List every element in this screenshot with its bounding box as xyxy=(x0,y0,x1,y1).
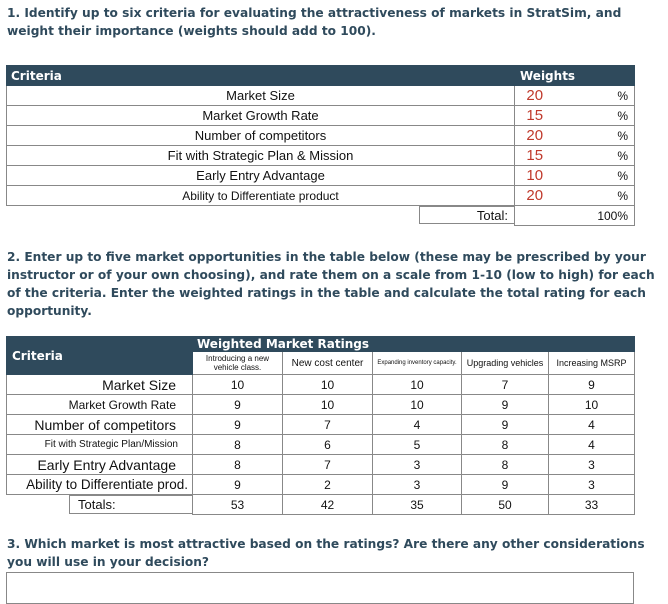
rating-cell[interactable]: 10 xyxy=(283,375,373,395)
weight-input[interactable]: 20 xyxy=(515,86,555,106)
rating-cell[interactable]: 4 xyxy=(373,415,462,435)
totals-row xyxy=(7,495,635,515)
criterion-cell: Ability to Differentiate product xyxy=(7,186,515,206)
criterion-cell: Early Entry Advantage xyxy=(7,455,193,475)
weight-input[interactable]: 20 xyxy=(515,186,555,206)
table-row xyxy=(7,146,635,166)
criterion-cell: Ability to Differentiate prod. xyxy=(7,475,193,495)
criterion-cell: Market Size xyxy=(7,375,193,395)
rating-cell[interactable]: 8 xyxy=(193,455,283,475)
total-cell: 42 xyxy=(283,495,373,515)
weight-input[interactable]: 15 xyxy=(515,146,555,166)
total-cell: 53 xyxy=(193,495,283,515)
table-row xyxy=(7,435,635,455)
rating-cell[interactable]: 10 xyxy=(373,375,462,395)
rating-cell[interactable]: 8 xyxy=(193,435,283,455)
total-cell: 50 xyxy=(462,495,549,515)
opportunity-header: Expanding inventory capacity. xyxy=(373,352,462,375)
rating-cell[interactable]: 2 xyxy=(283,475,373,495)
answer-box[interactable] xyxy=(6,572,634,604)
rating-cell[interactable]: 5 xyxy=(373,435,462,455)
weights-header: Weights xyxy=(515,66,635,86)
question-1: 1. Identify up to six criteria for evaluating the attractiveness of markets in StratSim, and weight their importance (weights should add to 100). xyxy=(7,6,622,38)
criterion-cell: Early Entry Advantage xyxy=(7,166,515,186)
criterion-cell: Market Growth Rate xyxy=(7,106,515,126)
weight-input[interactable]: 15 xyxy=(515,106,555,126)
criteria-header: Criteria xyxy=(7,337,193,375)
rating-cell[interactable]: 6 xyxy=(283,435,373,455)
criterion-cell: Number of competitors xyxy=(7,126,515,146)
rating-cell[interactable]: 9 xyxy=(462,415,549,435)
percent-sign: % xyxy=(555,86,635,106)
question-2: 2. Enter up to five market opportunities in the table below (these may be prescribed by your instructor or of your own choosing), and rate them on a scale from 1-10 (low to high) for each of the criteria. Enter the weighted ratings in the table and calculate the total rating for each opportunity. xyxy=(7,250,655,318)
table-row xyxy=(7,106,635,126)
criteria-header: Criteria xyxy=(7,66,515,86)
total-cell: 33 xyxy=(549,495,635,515)
percent-sign: % xyxy=(555,106,635,126)
percent-sign: % xyxy=(555,166,635,186)
rating-cell[interactable]: 3 xyxy=(373,455,462,475)
rating-cell[interactable]: 7 xyxy=(462,375,549,395)
weighted-ratings-table xyxy=(6,336,635,515)
percent-sign: % xyxy=(555,186,635,206)
rating-cell[interactable]: 9 xyxy=(549,375,635,395)
table-row xyxy=(7,375,635,395)
total-cell: 35 xyxy=(373,495,462,515)
rating-cell[interactable]: 8 xyxy=(462,455,549,475)
weighted-ratings-header: Weighted Market Ratings xyxy=(193,337,635,352)
rating-cell[interactable]: 3 xyxy=(549,455,635,475)
table-row xyxy=(7,475,635,495)
percent-sign: % xyxy=(555,146,635,166)
table-row xyxy=(7,455,635,475)
opportunity-header: New cost center xyxy=(283,352,373,375)
rating-cell[interactable]: 10 xyxy=(373,395,462,415)
rating-cell[interactable]: 9 xyxy=(193,395,283,415)
opportunity-header: Introducing a new vehicle class. xyxy=(193,352,283,375)
criterion-cell: Number of competitors xyxy=(7,415,193,435)
rating-cell[interactable]: 9 xyxy=(462,475,549,495)
percent-sign: % xyxy=(555,126,635,146)
weight-input[interactable]: 20 xyxy=(515,126,555,146)
criterion-cell: Market Growth Rate xyxy=(7,395,193,415)
rating-cell[interactable]: 9 xyxy=(193,415,283,435)
rating-cell[interactable]: 7 xyxy=(283,455,373,475)
rating-cell[interactable]: 7 xyxy=(283,415,373,435)
criterion-cell: Fit with Strategic Plan & Mission xyxy=(7,146,515,166)
criterion-cell: Market Size xyxy=(7,86,515,106)
rating-cell[interactable]: 3 xyxy=(549,475,635,495)
opportunity-header: Increasing MSRP xyxy=(549,352,635,375)
table-row xyxy=(7,86,635,106)
rating-cell[interactable]: 4 xyxy=(549,415,635,435)
table-row xyxy=(7,415,635,435)
table-row xyxy=(7,166,635,186)
rating-cell[interactable]: 10 xyxy=(549,395,635,415)
rating-cell[interactable]: 8 xyxy=(462,435,549,455)
table-row xyxy=(7,126,635,146)
table-row xyxy=(7,186,635,206)
rating-cell[interactable]: 4 xyxy=(549,435,635,455)
criterion-cell: Fit with Strategic Plan/Mission xyxy=(7,435,193,455)
total-row xyxy=(7,206,635,226)
weight-input[interactable]: 10 xyxy=(515,166,555,186)
rating-cell[interactable]: 10 xyxy=(193,375,283,395)
table-row xyxy=(7,395,635,415)
totals-label: Totals: xyxy=(69,495,193,514)
rating-cell[interactable]: 3 xyxy=(373,475,462,495)
total-label: Total: xyxy=(419,206,515,224)
rating-cell[interactable]: 10 xyxy=(283,395,373,415)
rating-cell[interactable]: 9 xyxy=(462,395,549,415)
rating-cell[interactable]: 9 xyxy=(193,475,283,495)
criteria-weights-table xyxy=(6,65,635,226)
question-3: 3. Which market is most attractive based on the ratings? Are there any other considerations you will use in your decision? xyxy=(7,537,645,569)
total-value: 100% xyxy=(555,206,635,226)
opportunity-header: Upgrading vehicles xyxy=(462,352,549,375)
